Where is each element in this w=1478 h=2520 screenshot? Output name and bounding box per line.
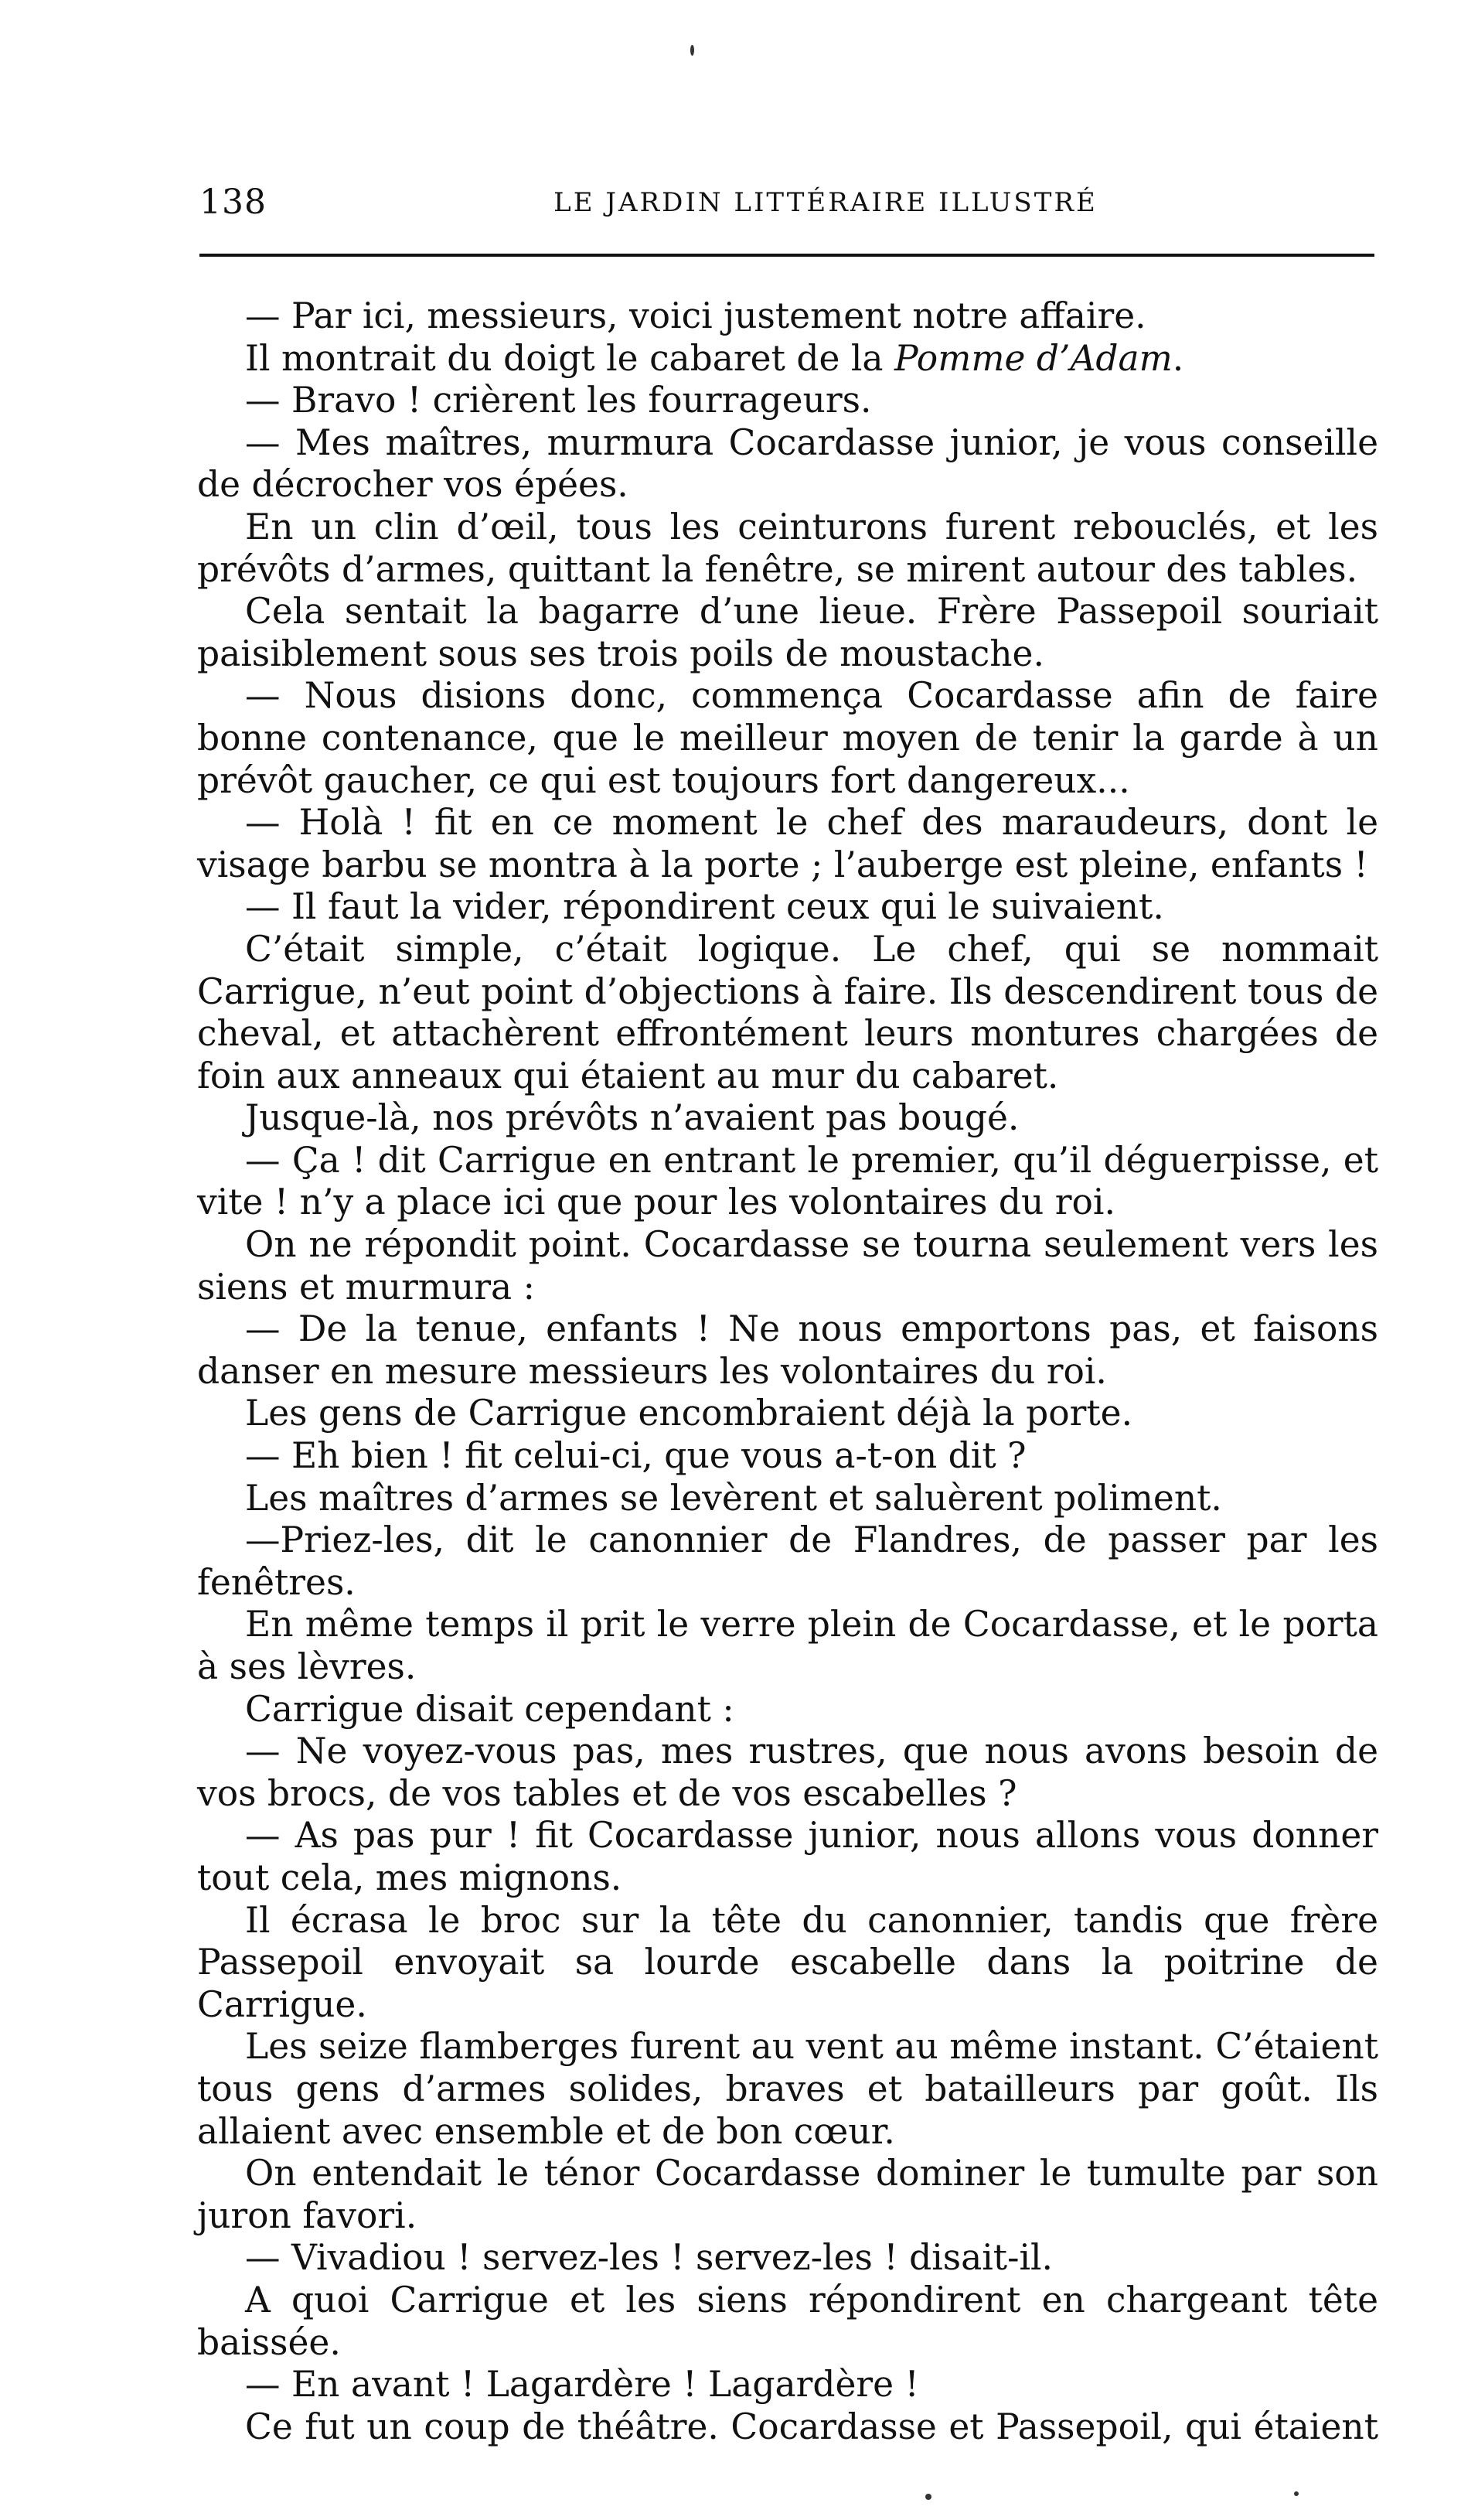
paragraph: En même temps il prit le verre plein de Cocardasse, et le porta à ses lèvres. — [197, 1604, 1378, 1687]
paragraph: — Eh bien ! fit celui-ci, que vous a-t-on dit ? — [245, 1435, 1027, 1477]
paragraph: Les seize flamberges furent au vent au même instant. C’étaient tous gens d’armes solides, braves et batailleurs par goût. Ils allaient avec ensemble et de bon cœur. — [197, 2026, 1378, 2152]
paragraph: Les gens de Carrigue encombraient déjà la porte. — [245, 1393, 1133, 1434]
paragraph: —Priez-les, dit le canonnier de Flandres, de passer par les fenêtres. — [197, 1519, 1378, 1603]
paragraph: Il écrasa le broc sur la tête du canonnier, tandis que frère Passepoil envoyait sa lourde escabelle dans la poitrine de Carrigue. — [197, 1899, 1378, 2025]
paragraph: A quoi Carrigue et les siens répondirent en chargeant tête baissée. — [197, 2279, 1378, 2363]
running-title: LE JARDIN LITTÉRAIRE ILLUSTRÉ — [553, 187, 1098, 218]
paragraph: — Vivadiou ! servez-les ! servez-les ! disait-il. — [245, 2237, 1054, 2279]
paragraph: Cela sentait la bagarre d’une lieue. Frère Passepoil souriait paisiblement sous ses trois poils de moustache. — [197, 591, 1378, 674]
paragraph: On entendait le ténor Cocardasse dominer le tumulte par son juron favori. — [197, 2153, 1378, 2236]
paragraph: Les maîtres d’armes se levèrent et saluèrent poliment. — [245, 1477, 1222, 1519]
italic-title: Pomme d’Adam — [894, 337, 1173, 379]
paragraph-text: . — [1172, 337, 1184, 379]
page-header — [199, 176, 1374, 230]
paragraph-text: Il montrait du doigt le cabaret de la — [245, 337, 895, 379]
print-speck — [1294, 2491, 1299, 2496]
paragraph: — Ne voyez-vous pas, mes rustres, que nous avons besoin de vos brocs, de vos tables et de vos escabelles ? — [197, 1731, 1378, 1814]
paragraph: — Ça ! dit Carrigue en entrant le premier, qu’il déguerpisse, et vite ! n’y a place ici que pour les volontaires du roi. — [197, 1139, 1378, 1223]
paragraph: — Holà ! fit en ce moment le chef des maraudeurs, dont le visage barbu se montra à la porte ; l’auberge est pleine, enfants ! — [197, 802, 1378, 885]
paragraph: — Bravo ! crièrent les fourrageurs. — [245, 380, 872, 421]
page-number: 138 — [199, 182, 267, 222]
print-speck — [690, 45, 694, 56]
paragraph: — As pas pur ! fit Cocardasse junior, nous allons vous donner tout cela, mes mignons. — [197, 1815, 1378, 1898]
paragraph: Carrigue disait cependant : — [245, 1688, 734, 1730]
paragraph: On ne répondit point. Cocardasse se tourna seulement vers les siens et murmura : — [197, 1224, 1378, 1308]
paragraph: — Mes maîtres, murmura Cocardasse junior, je vous conseille de décrocher vos épées. — [197, 421, 1378, 506]
paragraph: En un clin d’œil, tous les ceinturons furent rebouclés, et les prévôts d’armes, quittant la fenêtre, se mirent autour des tables. — [197, 506, 1378, 590]
paragraph: — De la tenue, enfants ! Ne nous emportons pas, et faisons danser en mesure messieurs les volontaires du roi. — [197, 1308, 1378, 1392]
body-text — [197, 295, 1378, 2448]
paragraph: Jusque-là, nos prévôts n’avaient pas bougé. — [245, 1097, 1020, 1139]
paragraph: — Par ici, messieurs, voici justement notre affaire. — [245, 295, 1146, 336]
print-speck — [925, 2494, 931, 2500]
paragraph — [197, 338, 1378, 380]
paragraph: Ce fut un coup de théâtre. Cocardasse et Passepoil, qui étaient — [245, 2406, 1378, 2447]
paragraph: — Il faut la vider, répondirent ceux qui le suivaient. — [245, 886, 1164, 928]
paragraph: — Nous disions donc, commença Cocardasse afin de faire bonne contenance, que le meilleur moyen de tenir la garde à un prévôt gaucher, ce qui est toujours fort dangereux... — [197, 675, 1378, 801]
header-rule — [199, 254, 1374, 257]
paragraph: — En avant ! Lagardère ! Lagardère ! — [245, 2364, 919, 2406]
paragraph: C’était simple, c’était logique. Le chef, qui se nommait Carrigue, n’eut point d’objections à faire. Ils descendirent tous de cheval, et attachèrent effrontément leurs montures chargées de foin aux anneaux qui étaient au mur du cabaret. — [197, 928, 1378, 1096]
